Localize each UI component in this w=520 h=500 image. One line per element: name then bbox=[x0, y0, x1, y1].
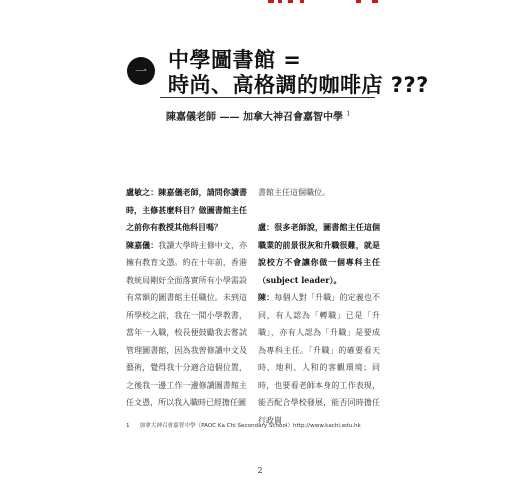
title-line-1: 中學圖書館 = bbox=[168, 48, 302, 72]
question-1-text: 陳嘉儀老師，請問你讀書時，主修甚麼科目？做圖書館主任之前你有教授其他科目嗎？ bbox=[126, 187, 248, 232]
question-2 bbox=[258, 219, 380, 289]
footnote bbox=[126, 421, 361, 429]
answer-2-text: 每個人對「升職」的定義也不同，有人認為「轉職」已是「升職」，亦有人認為「升職」是要成為專科主任。「升職」的確要看天時、地利、人和的客觀環境；同時，也要看老師本身的工作表現，能否配合學校發展，能否同時擔任行政崗 bbox=[258, 293, 381, 425]
title-line-2: 時尚、高格調的咖啡店 ??? bbox=[168, 73, 429, 97]
top-decoration bbox=[268, 0, 388, 6]
question-1-speaker: 盧敏之： bbox=[126, 187, 159, 197]
answer-2-speaker: 陳： bbox=[258, 292, 275, 302]
answer-1 bbox=[126, 237, 247, 412]
answer-2 bbox=[258, 289, 380, 429]
title-divider bbox=[160, 97, 375, 98]
author-text: 陳嘉儀老師 —— 加拿大神召會嘉智中學 bbox=[166, 112, 343, 123]
chapter-badge bbox=[127, 57, 155, 85]
page-number: 2 bbox=[257, 466, 263, 475]
answer-1-text: 我讀大學時主修中文，亦擁有教育文憑。約在十年前，香港教統局剛好全面落實所有小學需設有常額的圖書館主任職位。未到這所學校之前，我在一間小學教書，當年一入職，校長便鼓勵我去嘗試管理圖書館，因為我曾修讀中文及藝術，覺得我十分適合這個位置，之後我一邊工作一邊修讀圖書館主任文憑，所以我入職時已經擔任圖 bbox=[126, 240, 248, 407]
paragraph-gap bbox=[258, 202, 380, 220]
footnote-number: 1 bbox=[126, 423, 130, 429]
left-column bbox=[126, 184, 247, 412]
answer-1-speaker: 陳嘉儀： bbox=[126, 239, 159, 250]
footnote-text: 加拿大神召會嘉智中學（PAOC Ka Chi Secondary School）http://www.kachi.edu.hk bbox=[139, 423, 361, 429]
question-2-text: 很多老師說，圖書館主任這個職業的前景很灰和升職很難，就是說校方不會讓你做一個專科主任（subject leader）。 bbox=[258, 222, 381, 285]
author-line bbox=[166, 108, 350, 123]
answer-1-continuation: 書館主任這個職位。 bbox=[258, 188, 330, 197]
footnote-ref: 1 bbox=[346, 110, 351, 118]
question-1 bbox=[126, 184, 247, 237]
chapter-title bbox=[168, 48, 429, 98]
right-column bbox=[258, 184, 380, 429]
chapter-number: 一 bbox=[134, 64, 147, 78]
question-2-speaker: 盧： bbox=[258, 222, 275, 232]
